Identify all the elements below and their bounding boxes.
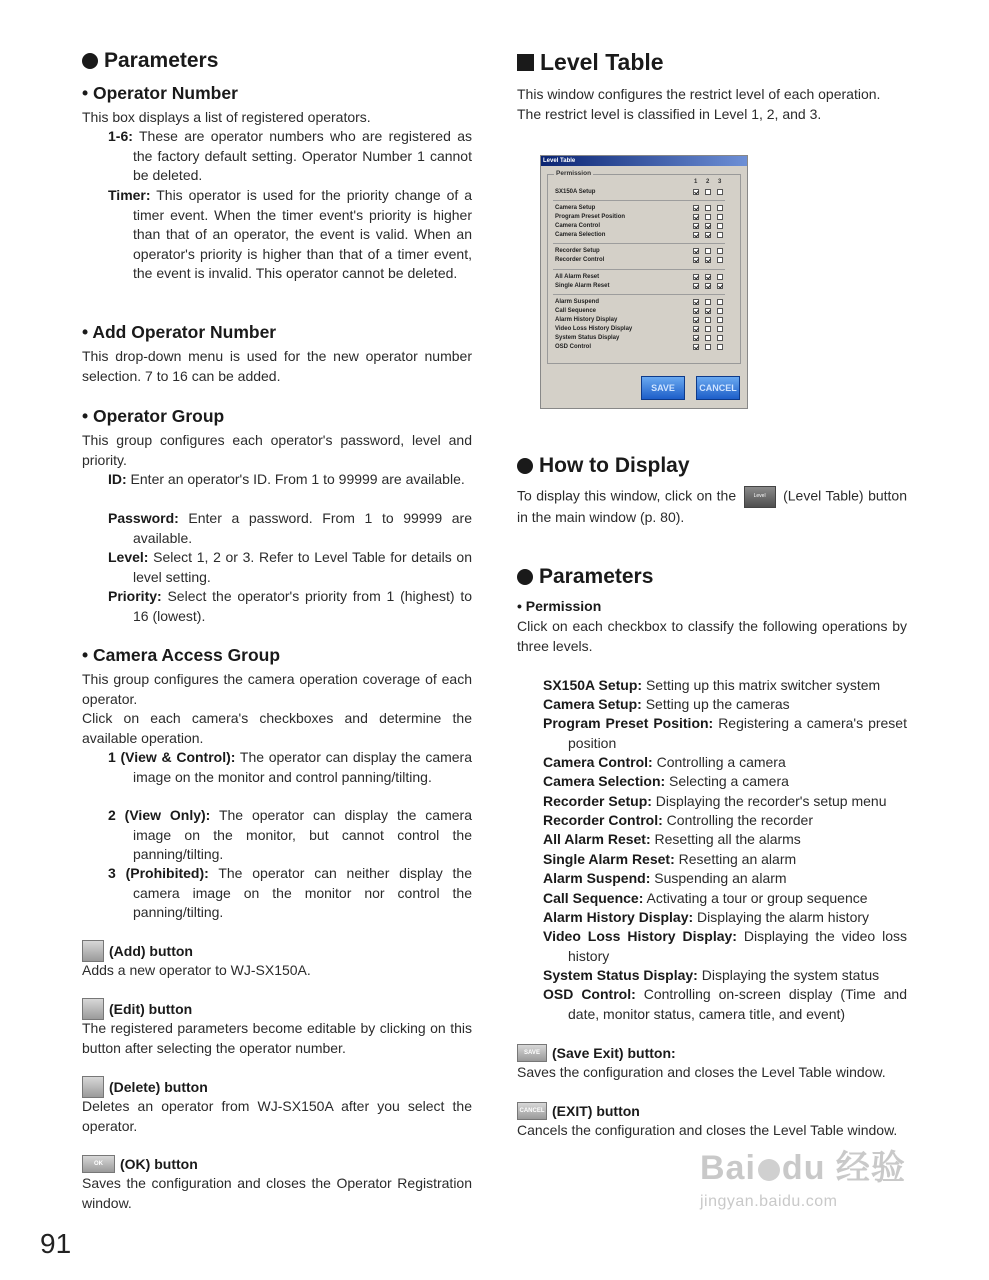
level-checkbox[interactable]: [705, 308, 711, 314]
how-to-display-text: [517, 486, 907, 528]
operator-number-item: 1-6: These are operator numbers who are registered as the factory default setting. Operator Number 1 cannot be deleted.: [108, 128, 472, 183]
level-checkbox[interactable]: [717, 299, 723, 305]
level-checkbox[interactable]: [705, 283, 711, 289]
camera-access-item: 1 (View & Control): The operator can display the camera image on the monitor and control panning/tilting.: [108, 749, 473, 785]
exit-text: Cancels the configuration and closes the Level Table window.: [517, 1122, 898, 1138]
level-checkbox[interactable]: [693, 214, 699, 220]
how-to-display-heading-text: How to Display: [539, 454, 690, 477]
save-icon-text: SAVE: [524, 1050, 540, 1056]
permission-row-label: All Alarm Reset: [555, 274, 600, 280]
ok-button-label: (OK) button: [120, 1156, 198, 1172]
how-to-display-heading: [517, 454, 690, 478]
permission-group-label: Permission: [556, 170, 592, 177]
level-checkbox[interactable]: [705, 248, 711, 254]
level-checkbox[interactable]: [693, 248, 699, 254]
camera-access-intro2: Click on each camera's checkboxes and determine the available operation.: [82, 710, 472, 746]
level-checkbox[interactable]: [717, 223, 723, 229]
level-checkbox[interactable]: [705, 232, 711, 238]
permission-row-label: System Status Display: [555, 335, 620, 341]
bullet-icon: [82, 53, 98, 69]
level-checkbox[interactable]: [705, 326, 711, 332]
cancel-button[interactable]: CANCEL: [696, 376, 740, 400]
operation-item: Alarm Suspend: Suspending an alarm: [543, 870, 787, 886]
operation-item: All Alarm Reset: Resetting all the alarms: [543, 831, 801, 847]
permission-row-label: Camera Control: [555, 223, 601, 229]
level-table-icon: [744, 486, 776, 508]
delete-button-heading: [82, 1076, 208, 1098]
operation-item: SX150A Setup: Setting up this matrix switcher system: [543, 677, 881, 693]
page-number: 91: [40, 1228, 72, 1259]
level-checkbox[interactable]: [693, 274, 699, 280]
permission-row-label: Single Alarm Reset: [555, 283, 610, 289]
operation-item: Alarm History Display: Displaying the alarm history: [543, 909, 870, 925]
watermark-brand: [700, 1140, 906, 1189]
operation-item: Camera Setup: Setting up the cameras: [543, 696, 790, 712]
permission-row-label: Call Sequence: [555, 308, 597, 314]
edit-button-heading: [82, 998, 192, 1020]
add-button-label: (Add) button: [109, 943, 193, 959]
delete-button-label: (Delete) button: [109, 1079, 208, 1095]
paw-icon: [758, 1159, 780, 1181]
level-checkbox[interactable]: [717, 257, 723, 263]
level-checkbox[interactable]: [693, 257, 699, 263]
bullet-icon: [517, 458, 533, 474]
operation-item: OSD Control: Controlling on-screen display (Time and date, monitor status, camera title, and event): [543, 986, 907, 1022]
ok-button-text: Saves the configuration and closes the Operator Registration window.: [82, 1175, 472, 1211]
permission-row-label: Video Loss History Display: [555, 326, 633, 332]
level-checkbox[interactable]: [693, 223, 699, 229]
level-checkbox[interactable]: [705, 214, 711, 220]
level-checkbox[interactable]: [705, 257, 711, 263]
level-checkbox[interactable]: [717, 344, 723, 350]
level-checkbox[interactable]: [717, 232, 723, 238]
edit-button-text: The registered parameters become editable by clicking on this button after selecting the operator number.: [82, 1020, 472, 1056]
operation-item: Camera Control: Controlling a camera: [543, 754, 786, 770]
watermark: [700, 1140, 906, 1211]
ok-icon-text: OK: [94, 1161, 103, 1167]
level-checkbox[interactable]: [705, 335, 711, 341]
level-checkbox[interactable]: [717, 248, 723, 254]
bullet-icon: [517, 569, 533, 585]
operator-group-item: Priority: Select the operator's priority from 1 (highest) to 16 (lowest).: [108, 588, 472, 624]
watermark-brand-a: Bai: [700, 1149, 756, 1187]
operator-number-heading: • Operator Number: [82, 83, 238, 103]
trash-icon: [82, 1076, 104, 1098]
permission-row-label: Camera Setup: [555, 205, 596, 211]
level-checkbox[interactable]: [717, 335, 723, 341]
how-to-display-after: (Level Table) button in the main window (p. 80).: [517, 487, 907, 525]
group-separator: [553, 294, 725, 295]
operation-item: Video Loss History Display: Displaying the video loss history: [543, 928, 907, 964]
add-button-text: Adds a new operator to WJ-SX150A.: [82, 962, 311, 978]
operator-group-intro: This group configures each operator's password, level and priority.: [82, 432, 472, 468]
parameters-heading-right-text: Parameters: [539, 565, 654, 588]
operation-item: Program Preset Position: Registering a camera's preset position: [543, 715, 907, 751]
level-checkbox[interactable]: [717, 326, 723, 332]
group-separator: [553, 243, 725, 244]
operator-number-item: Timer: This operator is used for the priority change of a timer event. When the timer event's priority is higher than that of an operator, the event is valid. When an operator's priority is higher than that of a timer event, the event is invalid. This operator cannot be deleted.: [108, 187, 472, 281]
square-bullet-icon: [517, 54, 534, 71]
level-header: 1: [694, 179, 698, 185]
level-checkbox[interactable]: [705, 189, 711, 195]
permission-row-label: Recorder Setup: [555, 248, 600, 254]
ok-button-heading: [82, 1155, 198, 1173]
group-separator: [553, 200, 725, 201]
operation-item: Recorder Setup: Displaying the recorder's setup menu: [543, 793, 887, 809]
watermark-url: jingyan.baidu.com: [700, 1193, 838, 1210]
save-exit-text: Saves the configuration and closes the Level Table window.: [517, 1064, 886, 1080]
level-checkbox[interactable]: [717, 317, 723, 323]
level-checkbox[interactable]: [705, 205, 711, 211]
permission-row-label: Alarm Suspend: [555, 299, 600, 305]
camera-access-heading: • Camera Access Group: [82, 645, 281, 665]
permission-row-label: Camera Selection: [555, 232, 606, 238]
add-operator-text: This drop-down menu is used for the new operator number selection. 7 to 16 can be added.: [82, 348, 472, 384]
operation-item: Call Sequence: Activating a tour or group sequence: [543, 890, 868, 906]
level-checkbox[interactable]: [693, 308, 699, 314]
level-header: 2: [706, 179, 710, 185]
operator-number-intro: This box displays a list of registered operators.: [82, 109, 371, 125]
parameters-heading-left: [82, 49, 218, 73]
level-checkbox[interactable]: [693, 317, 699, 323]
permission-row-label: SX150A Setup: [555, 189, 596, 195]
permission-intro: Click on each checkbox to classify the following operations by three levels.: [517, 618, 907, 654]
level-checkbox[interactable]: [693, 299, 699, 305]
operator-group-heading: • Operator Group: [82, 406, 225, 426]
operator-group-item: Level: Select 1, 2 or 3. Refer to Level Table for details on level setting.: [108, 549, 472, 585]
permission-row-label: OSD Control: [555, 344, 591, 350]
how-to-display-before: To display this window, click on the: [517, 487, 737, 504]
level-checkbox[interactable]: [693, 326, 699, 332]
level-table-heading-text: Level Table: [540, 49, 664, 75]
save-exit-heading: [517, 1044, 676, 1062]
level-checkbox[interactable]: [693, 189, 699, 195]
level-checkbox[interactable]: [693, 344, 699, 350]
level-checkbox[interactable]: [693, 335, 699, 341]
permission-row-label: Alarm History Display: [555, 317, 618, 323]
save-icon: [517, 1044, 547, 1062]
level-checkbox[interactable]: [705, 344, 711, 350]
level-checkbox[interactable]: [693, 205, 699, 211]
level-checkbox[interactable]: [693, 232, 699, 238]
cancel-icon-text: CANCEL: [519, 1108, 545, 1114]
level-table-window: [540, 155, 748, 409]
level-checkbox[interactable]: [717, 274, 723, 280]
camera-access-item: 2 (View Only): The operator can display the camera image on the monitor, but cannot control the panning/tilting.: [108, 807, 472, 862]
operator-group-item: ID: Enter an operator's ID. From 1 to 99999 are available.: [108, 471, 465, 487]
parameters-heading-text: Parameters: [104, 49, 219, 72]
level-header: 3: [718, 179, 722, 185]
cancel-icon: [517, 1102, 547, 1120]
level-icon-text: Level: [753, 492, 766, 499]
add-operator-heading: • Add Operator Number: [82, 322, 277, 342]
add-button-heading: [82, 940, 193, 962]
save-exit-label: (Save Exit) button:: [552, 1045, 676, 1061]
operation-item: Recorder Control: Controlling the recorder: [543, 812, 813, 828]
operation-item: Single Alarm Reset: Resetting an alarm: [543, 851, 797, 867]
permission-row-label: Recorder Control: [555, 257, 605, 263]
level-table-heading: [517, 49, 664, 76]
save-button[interactable]: SAVE: [641, 376, 685, 400]
exit-label: (EXIT) button: [552, 1103, 640, 1119]
level-checkbox[interactable]: [705, 317, 711, 323]
level-checkbox[interactable]: [693, 283, 699, 289]
level-checkbox[interactable]: [717, 189, 723, 195]
ok-icon: [82, 1155, 115, 1173]
permission-row-label: Program Preset Position: [555, 214, 626, 220]
level-checkbox[interactable]: [717, 205, 723, 211]
add-icon: [82, 940, 104, 962]
operation-item: Camera Selection: Selecting a camera: [543, 773, 789, 789]
camera-access-item: 3 (Prohibited): The operator can neither display the camera image on the monitor nor control the panning/tilting.: [108, 865, 472, 920]
level-checkbox[interactable]: [705, 274, 711, 280]
window-title: Level Table: [541, 156, 747, 166]
group-separator: [553, 269, 725, 270]
level-table-intro: This window configures the restrict level of each operation. The restrict level is classified in Level 1, 2, and 3.: [517, 86, 881, 122]
camera-access-intro1: This group configures the camera operation coverage of each operator.: [82, 671, 472, 707]
level-checkbox[interactable]: [717, 308, 723, 314]
operation-item: System Status Display: Displaying the system status: [543, 967, 880, 983]
delete-button-text: Deletes an operator from WJ-SX150A after you select the operator.: [82, 1098, 472, 1134]
parameters-heading-right: [517, 565, 653, 589]
level-checkbox[interactable]: [705, 223, 711, 229]
watermark-brand-cn: 经验: [835, 1149, 906, 1187]
level-checkbox[interactable]: [717, 283, 723, 289]
operator-group-item: Password: Enter a password. From 1 to 99999 are available.: [108, 510, 472, 546]
permission-heading: • Permission: [517, 598, 602, 614]
edit-icon: [82, 998, 104, 1020]
exit-heading: [517, 1102, 640, 1120]
level-checkbox[interactable]: [717, 214, 723, 220]
edit-button-label: (Edit) button: [109, 1001, 193, 1017]
level-checkbox[interactable]: [705, 299, 711, 305]
watermark-brand-b: du: [781, 1149, 826, 1187]
